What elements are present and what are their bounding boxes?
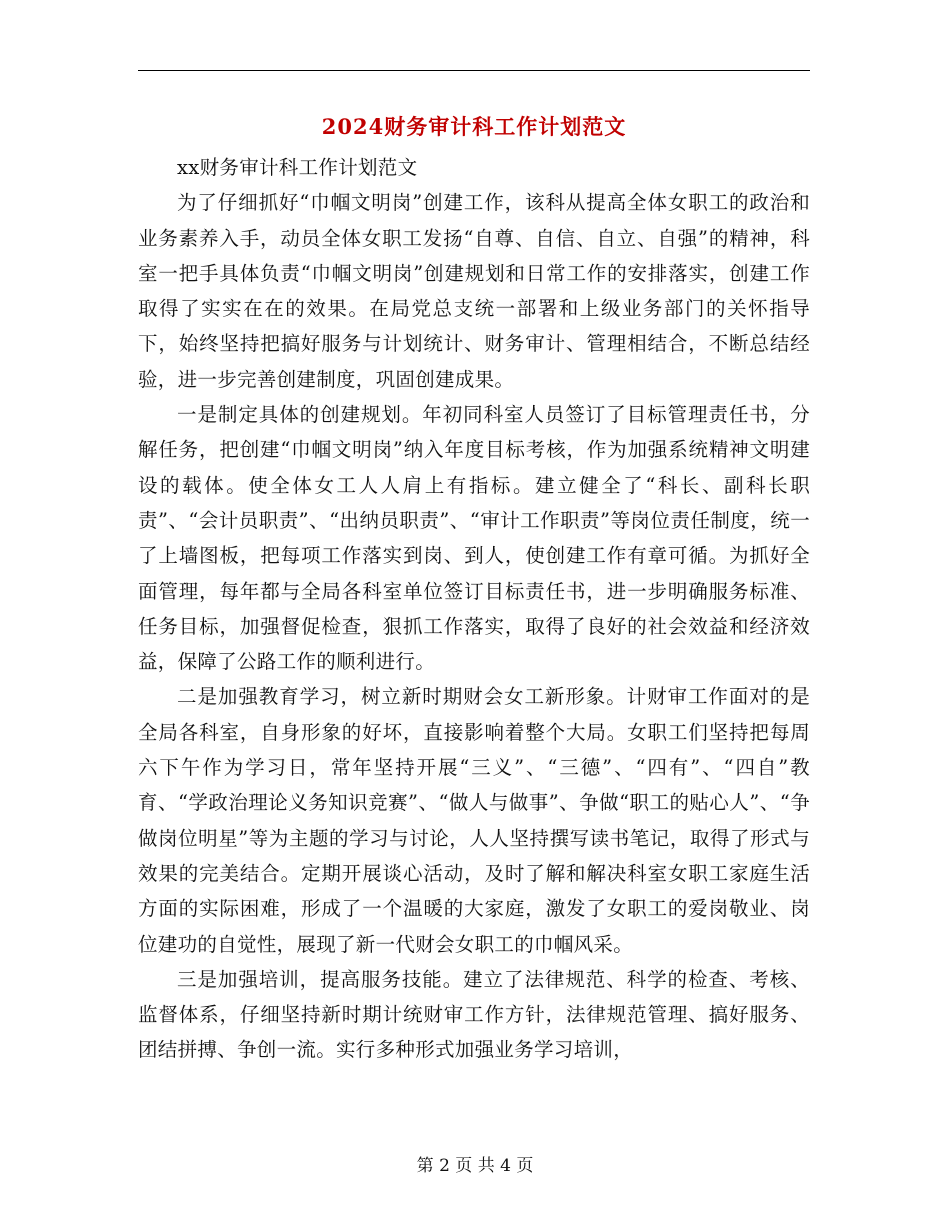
document-title: 2024财务审计科工作计划范文 [321, 114, 627, 139]
document-body [138, 150, 810, 1068]
body-paragraph: 二是加强教育学习，树立新时期财会女工新形象。计财审工作面对的是全局各科室，自身形象的好坏，直接影响着整个大局。女职工们坚持把每周六下午作为学习日，常年坚持开展“三义”、“三德”、“四有”、“四自”教育、“学政治理论义务知识竞赛”、“做人与做事”、争做“职工的贴心人”、“争做岗位明星”等为主题的学习与讨论，人人坚持撰写读书笔记，取得了形式与效果的完美结合。定期开展谈心活动，及时了解和解决科室女职工家庭生活方面的实际困难，形成了一个温暖的大家庭，激发了女职工的爱岗敬业、岗位建功的自觉性，展现了新一代财会女职工的巾帼风采。 [138, 685, 810, 956]
body-paragraph: xx财务审计科工作计划范文 [177, 156, 418, 179]
page-number-footer: 第 2 页 共 4 页 [416, 1156, 534, 1176]
body-paragraph: 三是加强培训，提高服务技能。建立了法律规范、科学的检查、考核、监督体系，仔细坚持新时期计统财审工作方针，法律规范管理、搞好服务、团结拼搏、争创一流。实行多种形式加强业务学习培训， [138, 967, 810, 1062]
body-paragraph: 一是制定具体的创建规划。年初同科室人员签订了目标管理责任书，分解任务，把创建“巾帼文明岗”纳入年度目标考核，作为加强系统精神文明建设的载体。使全体女工人人肩上有指标。建立健全了“科长、副科长职责”、“会计员职责”、“出纳员职责”、“审计工作职责”等岗位责任制度，统一了上墙图板，把每项工作落实到岗、到人，使创建工作有章可循。为抓好全面管理，每年都与全局各科室单位签订目标责任书，进一步明确服务标准、任务目标，加强督促检查，狠抓工作落实，取得了良好的社会效益和经济效益，保障了公路工作的顺利进行。 [138, 403, 810, 674]
header-rule [138, 70, 810, 71]
body-paragraph: 为了仔细抓好“巾帼文明岗”创建工作，该科从提高全体女职工的政治和业务素养入手，动员全体女职工发扬“自尊、自信、自立、自强”的精神，科室一把手具体负责“巾帼文明岗”创建规划和日常工作的安排落实，创建工作取得了实实在在的效果。在局党总支统一部署和上级业务部门的关怀指导下，始终坚持把搞好服务与计划统计、财务审计、管理相结合，不断总结经验，进一步完善创建制度，巩固创建成果。 [138, 191, 810, 391]
